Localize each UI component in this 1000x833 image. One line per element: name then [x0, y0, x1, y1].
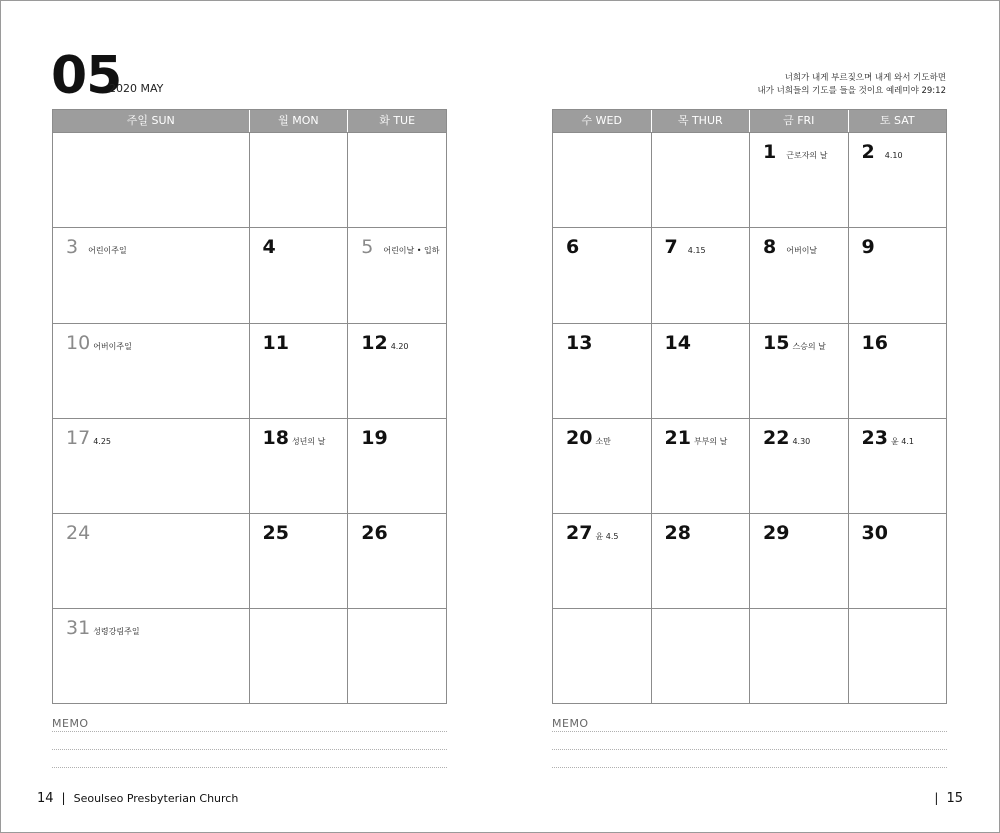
day-entry [361, 332, 408, 354]
day-entry [763, 427, 810, 449]
day-entry [361, 522, 387, 544]
day-note: 스승의 날 [792, 341, 826, 351]
day-cell[interactable] [347, 514, 446, 608]
day-entry [566, 522, 618, 544]
day-note: 4.10 [884, 151, 903, 160]
bible-verse [757, 72, 946, 98]
day-cell[interactable] [749, 609, 848, 703]
day-entry [263, 236, 276, 258]
week-row [53, 513, 446, 608]
week-row [553, 418, 946, 513]
day-cell[interactable] [53, 324, 249, 418]
weekday-header: 화 TUE [347, 110, 446, 132]
calendar-right-page [552, 109, 947, 704]
day-note: 성령강림주일 [93, 627, 140, 637]
day-entry [665, 427, 728, 449]
weekday-header: 주일 SUN [126, 114, 175, 127]
day-number: 27 [566, 522, 593, 545]
day-number: 15 [763, 331, 790, 354]
day-number: 8 [763, 236, 777, 259]
calendar-left-page [52, 109, 447, 704]
day-entry [665, 236, 706, 258]
day-entry [862, 236, 875, 258]
day-cell[interactable] [848, 133, 947, 227]
day-cell[interactable] [249, 514, 348, 608]
memo-label: MEMO [552, 717, 589, 730]
day-number: 28 [664, 522, 691, 545]
day-cell[interactable] [749, 324, 848, 418]
day-cell[interactable] [249, 419, 348, 513]
weekday-header: 목 THUR [651, 110, 750, 132]
day-number: 4 [262, 236, 276, 259]
day-number: 30 [861, 522, 888, 545]
day-entry [763, 236, 817, 258]
day-number: 24 [66, 522, 91, 545]
week-row [553, 608, 946, 703]
church-name: Seoulseo Presbyterian Church [73, 792, 239, 805]
day-number: 16 [861, 331, 888, 354]
day-cell[interactable] [848, 419, 947, 513]
calendar-header [53, 110, 446, 132]
week-row [53, 227, 446, 322]
day-cell[interactable] [249, 228, 348, 322]
day-note: 소만 [595, 436, 611, 446]
day-cell[interactable] [749, 419, 848, 513]
day-entry [361, 236, 439, 258]
day-entry [862, 427, 914, 449]
day-number: 13 [566, 331, 593, 354]
day-number: 21 [664, 426, 691, 449]
day-number: 26 [361, 522, 388, 545]
day-entry [763, 522, 789, 544]
day-cell[interactable] [249, 609, 348, 703]
week-row [553, 132, 946, 227]
day-number: 2 [861, 141, 875, 163]
day-note: 4.25 [93, 436, 111, 446]
day-cell[interactable] [651, 324, 750, 418]
day-number: 14 [664, 331, 691, 354]
day-cell[interactable] [651, 609, 750, 703]
day-number: 22 [763, 426, 790, 449]
day-note: 4.30 [792, 436, 811, 446]
day-cell[interactable] [249, 133, 348, 227]
day-entry [263, 332, 289, 354]
day-cell[interactable] [749, 514, 848, 608]
weekday-header: 수 WED [581, 114, 622, 127]
footer-separator: | [934, 791, 939, 805]
weekday-header: 토 SAT [848, 110, 947, 132]
day-cell[interactable] [53, 228, 249, 322]
week-row [553, 513, 946, 608]
day-note: 4.15 [687, 246, 706, 256]
day-note: 근로자의 날 [786, 151, 828, 160]
day-cell[interactable] [553, 419, 651, 513]
day-number: 10 [66, 331, 91, 354]
day-number: 5 [361, 236, 374, 259]
day-number: 7 [664, 236, 678, 259]
day-number: 1 [763, 141, 777, 163]
day-number: 20 [566, 426, 593, 449]
memo-label: MEMO [52, 717, 89, 730]
day-entry [66, 617, 140, 639]
day-cell[interactable] [553, 514, 651, 608]
day-number: 29 [763, 522, 790, 545]
day-cell[interactable] [848, 514, 947, 608]
day-entry [862, 332, 888, 354]
week-row [53, 418, 446, 513]
day-note: 어버이날 [786, 246, 818, 256]
day-entry [66, 522, 90, 544]
week-row [53, 323, 446, 418]
calendar-header [553, 110, 946, 132]
day-entry [665, 332, 691, 354]
day-cell[interactable] [553, 228, 651, 322]
weekday-header: 월 MON [249, 110, 348, 132]
day-cell[interactable] [651, 419, 750, 513]
day-note: 윤 4.5 [595, 532, 619, 542]
day-entry [66, 427, 111, 449]
page-number-right: 15 [946, 791, 963, 806]
day-entry [862, 141, 903, 163]
day-entry [862, 522, 888, 544]
day-cell[interactable] [347, 609, 446, 703]
week-row [553, 227, 946, 322]
memo-line[interactable] [552, 732, 947, 750]
day-note: 윤 4.1 [890, 436, 914, 446]
day-note: 성년의 날 [291, 436, 326, 446]
day-cell[interactable] [848, 324, 947, 418]
day-note: 어린이주일 [88, 246, 127, 256]
day-entry [66, 236, 127, 258]
memo-line[interactable] [52, 732, 447, 750]
day-number: 18 [262, 426, 289, 449]
day-cell[interactable] [848, 609, 947, 703]
day-cell[interactable] [651, 133, 750, 227]
day-entry [66, 332, 132, 354]
day-entry [361, 427, 387, 449]
footer-left [37, 791, 238, 806]
memo-line[interactable] [52, 750, 447, 768]
day-entry [763, 141, 827, 163]
page-number-left: 14 [37, 791, 54, 806]
week-row [53, 608, 446, 703]
day-entry [566, 236, 579, 258]
day-cell[interactable] [651, 514, 750, 608]
day-cell[interactable] [553, 133, 651, 227]
day-cell[interactable] [848, 228, 947, 322]
week-row [553, 323, 946, 418]
day-entry [763, 332, 826, 354]
day-entry [263, 427, 326, 449]
day-note: 부부의 날 [693, 436, 728, 446]
day-cell[interactable] [249, 324, 348, 418]
day-cell[interactable] [53, 514, 249, 608]
day-number: 9 [861, 236, 875, 259]
day-number: 25 [262, 522, 289, 545]
day-cell[interactable] [53, 609, 249, 703]
day-cell[interactable] [53, 419, 249, 513]
day-note: 4.20 [390, 341, 409, 351]
footer-right [926, 791, 963, 806]
day-number: 11 [262, 331, 289, 354]
weekday-header: 금 FRI [749, 110, 848, 132]
day-note: 어린이날 • 입하 [383, 246, 440, 256]
day-entry [566, 332, 592, 354]
day-entry [665, 522, 691, 544]
day-number: 23 [861, 426, 888, 449]
day-cell[interactable] [347, 419, 446, 513]
day-cell[interactable] [553, 324, 651, 418]
day-cell[interactable] [553, 609, 651, 703]
day-cell[interactable] [347, 324, 446, 418]
day-number: 12 [361, 331, 388, 354]
day-cell[interactable] [749, 228, 848, 322]
day-note: 어버이주일 [93, 341, 132, 351]
day-cell[interactable] [749, 133, 848, 227]
day-cell[interactable] [53, 133, 249, 227]
day-number: 6 [566, 236, 580, 259]
month-number: 05 [51, 46, 122, 106]
week-row [53, 132, 446, 227]
day-cell[interactable] [347, 228, 446, 322]
verse-line-1: 너희가 내게 부르짖으며 내게 와서 기도하면 [784, 73, 946, 83]
month-subtitle: 2020 MAY [109, 82, 164, 95]
memo-right [552, 717, 947, 768]
verse-line-2: 내가 너희들의 기도를 들을 것이요 예레미야 29:12 [757, 86, 946, 96]
footer-separator: | [61, 791, 66, 805]
day-entry [566, 427, 611, 449]
day-number: 17 [66, 426, 91, 449]
day-number: 31 [66, 617, 91, 640]
memo-line[interactable] [552, 750, 947, 768]
day-entry [263, 522, 289, 544]
day-cell[interactable] [651, 228, 750, 322]
memo-left [52, 717, 447, 768]
day-cell[interactable] [347, 133, 446, 227]
day-number: 19 [361, 426, 388, 449]
day-number: 3 [66, 236, 79, 259]
